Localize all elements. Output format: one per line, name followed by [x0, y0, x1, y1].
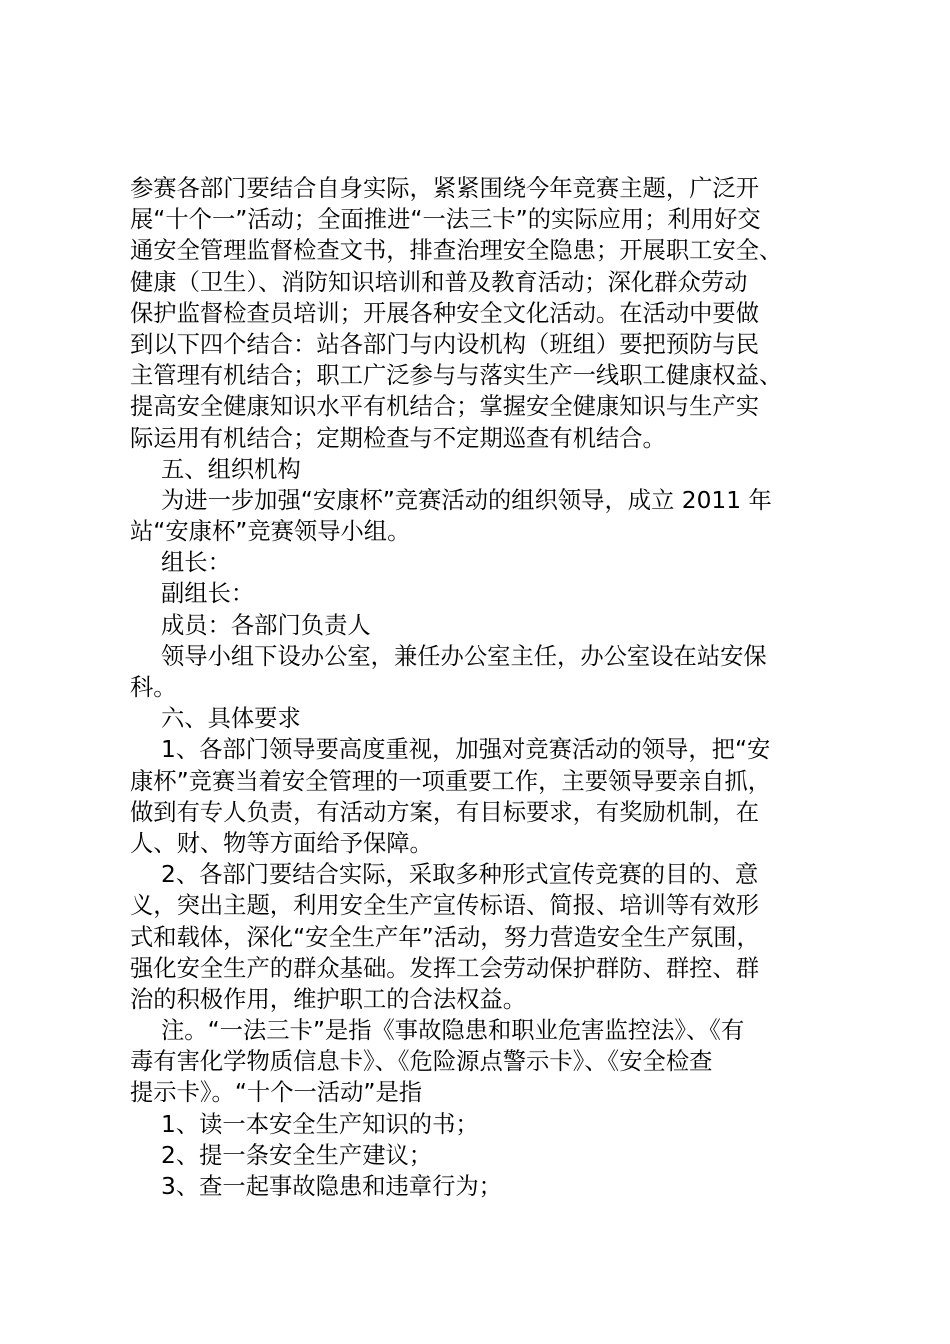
text-line: 科。 [130, 674, 177, 701]
text-line: 主管理有机结合；职工广泛参与与落实生产一线职工健康权益、 [130, 362, 783, 390]
body-paragraph [130, 547, 822, 578]
text-line: 到以下四个结合：站各部门与内设机构（班组）要把预防与民 [130, 330, 760, 358]
body-paragraph [130, 610, 822, 641]
text-line: 治的积极作用，维护职工的合法权益。 [130, 985, 527, 1013]
body-paragraph [130, 173, 822, 454]
body-paragraph [130, 578, 822, 609]
text-line: 副组长： [161, 580, 255, 608]
text-line: 站“安康杯”竞赛领导小组。 [130, 518, 411, 546]
text-line: 展“十个一”活动；全面推进“一法三卡”的实际应用；利用好交 [130, 206, 761, 234]
document-page [130, 173, 822, 1202]
text-line: 领导小组下设办公室，兼任办公室主任，办公室设在站安保 [161, 642, 767, 670]
text-line: 通安全管理监督检查文书，排查治理安全隐患；开展职工安全、 [130, 237, 783, 265]
text-line: 做到有专人负责，有活动方案，有目标要求，有奖励机制，在 [130, 798, 760, 826]
text-line: 际运用有机结合；定期检查与不定期巡查有机结合。 [130, 424, 666, 452]
heading-text: 五、组织机构 [161, 455, 301, 483]
text-line: 提高安全健康知识水平有机结合；掌握安全健康知识与生产实 [130, 393, 760, 421]
text-line: 健康（卫生）、消防知识培训和普及教育活动；深化群众劳动 [130, 268, 748, 296]
text-line: 义，突出主题，利用安全生产宣传标语、简报、培训等有效形 [130, 892, 760, 920]
text-line: 为进一步加强“安康杯”竞赛活动的组织领导，成立 2011 年 [161, 486, 772, 514]
text-line: 成员：各部门负责人 [161, 611, 371, 639]
text-line: 强化安全生产的群众基础。发挥工会劳动保护群防、群控、群 [130, 954, 760, 982]
body-paragraph [130, 485, 822, 547]
section-heading [130, 703, 822, 734]
list-item [130, 1140, 822, 1171]
text-line: 组长： [161, 549, 231, 577]
text-line: 2、提一条安全生产建议； [161, 1141, 433, 1169]
note-paragraph [130, 1015, 822, 1109]
text-line: 毒有害化学物质信息卡》、《危险源点警示卡》、《安全检查 [130, 1048, 713, 1076]
text-line: 康杯”竞赛当着安全管理的一项重要工作，主要领导要亲自抓， [130, 767, 772, 795]
body-paragraph [130, 859, 822, 1015]
text-line: 式和载体，深化“安全生产年”活动，努力营造安全生产氛围， [130, 923, 760, 951]
section-heading [130, 454, 822, 485]
list-item [130, 1109, 822, 1140]
text-line: 参赛各部门要结合自身实际，紧紧围绕今年竞赛主题，广泛开 [130, 175, 760, 202]
text-line: 注。“一法三卡”是指《事故隐患和职业危害监控法》、《有 [161, 1017, 745, 1045]
text-line: 提示卡》。“十个一活动”是指 [130, 1079, 423, 1107]
list-item [130, 1171, 822, 1202]
text-line: 1、各部门领导要高度重视，加强对竞赛活动的领导，把“安 [161, 736, 771, 764]
heading-text: 六、具体要求 [161, 705, 301, 733]
text-line: 2、各部门要结合实际，采取多种形式宣传竞赛的目的、意 [161, 861, 759, 889]
body-paragraph [130, 641, 822, 703]
text-line: 保护监督检查员培训；开展各种安全文化活动。在活动中要做 [130, 299, 760, 327]
text-line: 1、读一本安全生产知识的书； [161, 1110, 479, 1138]
text-line: 3、查一起事故隐患和违章行为； [161, 1173, 502, 1200]
text-line: 人、财、物等方面给予保障。 [130, 829, 433, 857]
body-paragraph [130, 734, 822, 859]
